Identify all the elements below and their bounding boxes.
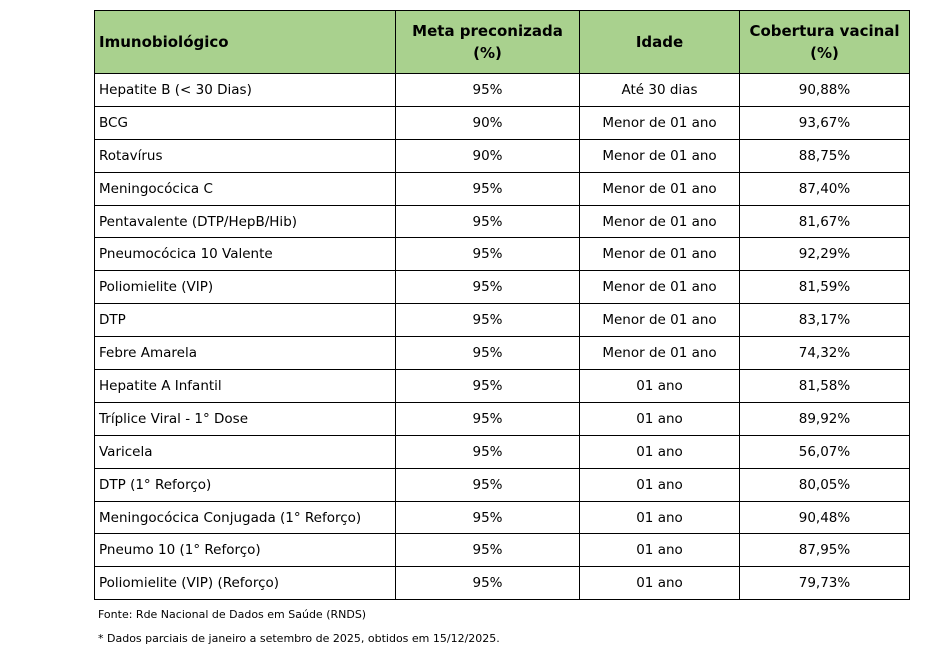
cell-meta: 95% [396, 172, 580, 205]
cell-imunobiologico: Meningocócica C [95, 172, 396, 205]
source-note: Fonte: Rde Nacional de Dados em Saúde (RNDS) [98, 608, 367, 621]
cell-idade: Menor de 01 ano [580, 271, 740, 304]
table-row [95, 567, 910, 600]
cell-meta: 95% [396, 74, 580, 107]
table-row [95, 74, 910, 107]
partial-data-note: * Dados parciais de janeiro a setembro de 2025, obtidos em 15/12/2025. [98, 632, 500, 645]
header-cobertura-line1: Cobertura vacinal [749, 22, 900, 40]
cell-imunobiologico: Hepatite B (< 30 Dias) [95, 74, 396, 107]
cell-imunobiologico: Pentavalente (DTP/HepB/Hib) [95, 205, 396, 238]
cell-idade: 01 ano [580, 468, 740, 501]
cell-idade: 01 ano [580, 370, 740, 403]
table-row [95, 370, 910, 403]
cell-imunobiologico: Pneumo 10 (1° Reforço) [95, 534, 396, 567]
header-imunobiologico [95, 11, 396, 74]
cell-imunobiologico: Varicela [95, 435, 396, 468]
cell-imunobiologico: Rotavírus [95, 139, 396, 172]
cell-cobertura: 87,40% [740, 172, 910, 205]
cell-cobertura: 87,95% [740, 534, 910, 567]
cell-idade: 01 ano [580, 402, 740, 435]
cell-meta: 95% [396, 271, 580, 304]
cell-idade: 01 ano [580, 435, 740, 468]
header-meta-line2: (%) [473, 44, 502, 62]
cell-meta: 95% [396, 304, 580, 337]
cell-cobertura: 92,29% [740, 238, 910, 271]
cell-idade: Menor de 01 ano [580, 139, 740, 172]
cell-imunobiologico: Poliomielite (VIP) [95, 271, 396, 304]
header-idade [580, 11, 740, 74]
table-row [95, 468, 910, 501]
cell-meta: 95% [396, 435, 580, 468]
cell-cobertura: 88,75% [740, 139, 910, 172]
cell-idade: Menor de 01 ano [580, 304, 740, 337]
table-row [95, 205, 910, 238]
table-row [95, 501, 910, 534]
table-row [95, 271, 910, 304]
cell-cobertura: 79,73% [740, 567, 910, 600]
cell-idade: Menor de 01 ano [580, 205, 740, 238]
cell-meta: 95% [396, 337, 580, 370]
cell-cobertura: 93,67% [740, 106, 910, 139]
cell-cobertura: 81,67% [740, 205, 910, 238]
header-meta-line1: Meta preconizada [412, 22, 563, 40]
cell-meta: 90% [396, 139, 580, 172]
cell-cobertura: 89,92% [740, 402, 910, 435]
cell-idade: Até 30 dias [580, 74, 740, 107]
cell-cobertura: 83,17% [740, 304, 910, 337]
table-row [95, 238, 910, 271]
table-row [95, 337, 910, 370]
cell-meta: 90% [396, 106, 580, 139]
header-imunobiologico-label: Imunobiológico [99, 33, 229, 51]
header-meta-preconizada [396, 11, 580, 74]
cell-imunobiologico: BCG [95, 106, 396, 139]
table-header-row [95, 11, 910, 74]
cell-idade: Menor de 01 ano [580, 172, 740, 205]
table-row [95, 139, 910, 172]
cell-idade: 01 ano [580, 501, 740, 534]
cell-cobertura: 81,58% [740, 370, 910, 403]
cell-idade: Menor de 01 ano [580, 337, 740, 370]
cell-cobertura: 80,05% [740, 468, 910, 501]
table-row [95, 402, 910, 435]
cell-idade: Menor de 01 ano [580, 106, 740, 139]
header-cobertura-vacinal [740, 11, 910, 74]
cell-imunobiologico: Hepatite A Infantil [95, 370, 396, 403]
cell-cobertura: 74,32% [740, 337, 910, 370]
table-row [95, 534, 910, 567]
header-idade-label: Idade [635, 33, 684, 51]
table-row [95, 435, 910, 468]
cell-imunobiologico: Poliomielite (VIP) (Reforço) [95, 567, 396, 600]
cell-imunobiologico: Febre Amarela [95, 337, 396, 370]
table-row [95, 304, 910, 337]
cell-imunobiologico: DTP [95, 304, 396, 337]
cell-imunobiologico: Tríplice Viral - 1° Dose [95, 402, 396, 435]
cell-meta: 95% [396, 567, 580, 600]
cell-meta: 95% [396, 370, 580, 403]
header-cobertura-line2: (%) [810, 44, 839, 62]
cell-imunobiologico: DTP (1° Reforço) [95, 468, 396, 501]
cell-cobertura: 56,07% [740, 435, 910, 468]
cell-idade: Menor de 01 ano [580, 238, 740, 271]
cell-meta: 95% [396, 468, 580, 501]
cell-meta: 95% [396, 205, 580, 238]
cell-meta: 95% [396, 402, 580, 435]
table-row [95, 172, 910, 205]
cell-cobertura: 90,88% [740, 74, 910, 107]
cell-meta: 95% [396, 238, 580, 271]
cell-cobertura: 90,48% [740, 501, 910, 534]
table-row [95, 106, 910, 139]
cell-imunobiologico: Pneumocócica 10 Valente [95, 238, 396, 271]
table-body [95, 74, 910, 600]
cell-meta: 95% [396, 534, 580, 567]
cell-idade: 01 ano [580, 567, 740, 600]
cell-idade: 01 ano [580, 534, 740, 567]
cell-cobertura: 81,59% [740, 271, 910, 304]
cell-imunobiologico: Meningocócica Conjugada (1° Reforço) [95, 501, 396, 534]
cell-meta: 95% [396, 501, 580, 534]
vaccination-coverage-table [94, 10, 910, 600]
